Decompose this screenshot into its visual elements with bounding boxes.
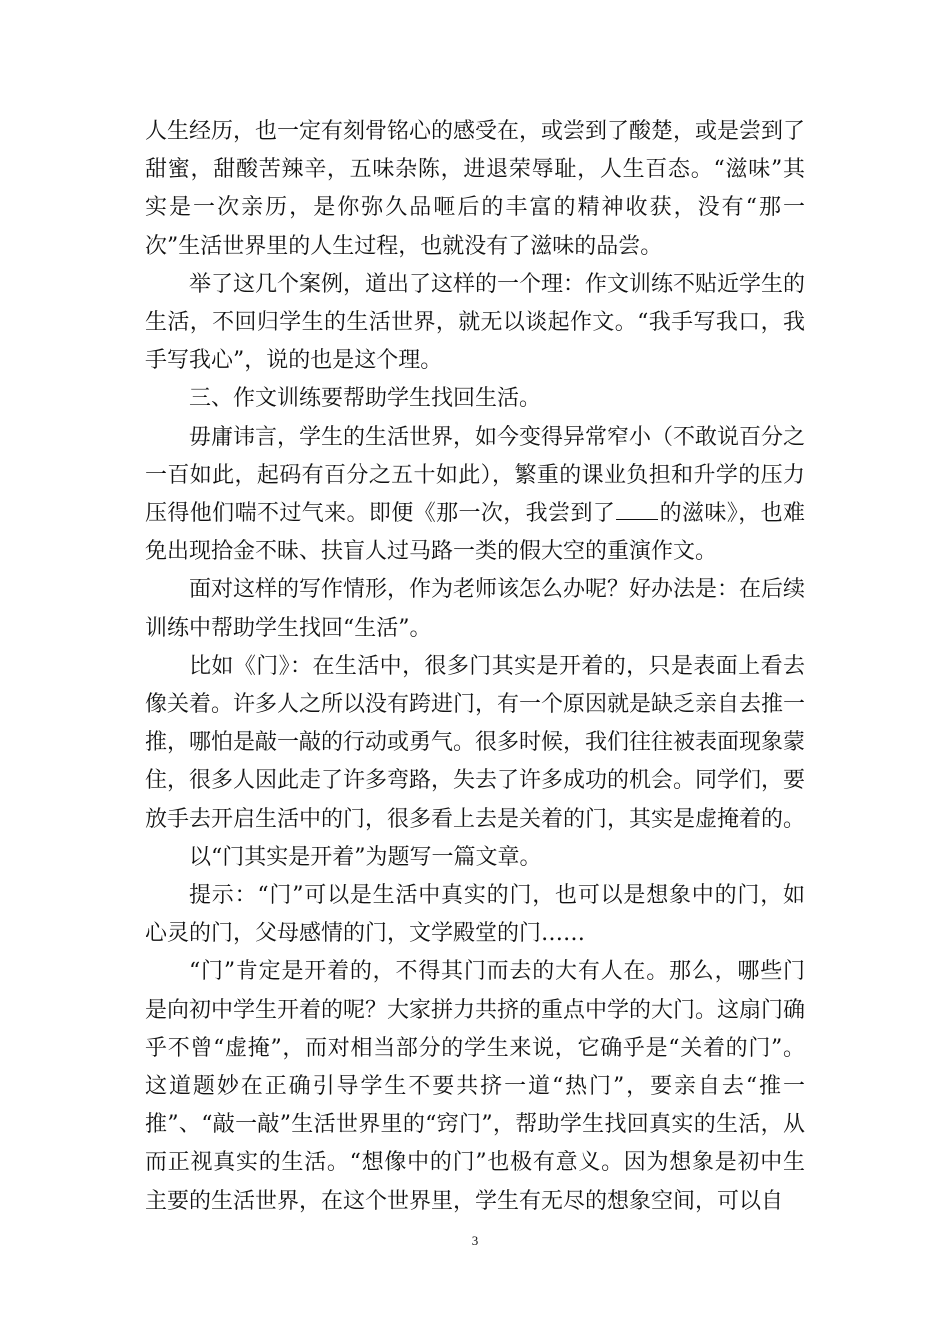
paragraph-1: 人生经历，也一定有刻骨铭心的感受在，或尝到了酸楚，或是尝到了甜蜜，甜酸苦辣辛，五味杂陈，进退荣辱耻，人生百态。“滋味”其实是一次亲历，是你弥久品咂后的丰富的精神收获，没有“那一次”生活世界里的人生过程，也就没有了滋味的品尝。	[145, 119, 806, 259]
document-body	[145, 113, 805, 1221]
paragraph-5: 面对这样的写作情形，作为老师该怎么办呢？好办法是：在后续训练中帮助学生找回“生活”。	[145, 577, 806, 641]
fill-in-blank	[616, 501, 658, 520]
page-number: 3	[471, 1233, 479, 1248]
paragraph-8: 提示：“门”可以是生活中真实的门，也可以是想象中的门，如心灵的门，父母感情的门，文学殿堂的门……	[145, 883, 805, 947]
paragraph-4	[145, 419, 805, 572]
paragraph-9: “门”肯定是开着的，不得其门而去的大有人在。那么，哪些门是向初中学生开着的呢？大家拼力共挤的重点中学的大门。这扇门确乎不曾“虚掩”，而对相当部分的学生来说，它确乎是“关着的门”。这道题妙在正确引导学生不要共挤一道“热门”，要亲自去“推一推”、“敲一敲”生活世界里的“窍门”，帮助学生找回真实的生活，从而正视真实的生活。“想像中的门”也极有意义。因为想象是初中生主要的生活世界，在这个世界里，学生有无尽的想象空间，可以自	[145, 959, 806, 1214]
paragraph-7: 以“门其实是开着”为题写一篇文章。	[189, 844, 542, 870]
section-heading-3: 三、作文训练要帮助学生找回生活。	[189, 386, 542, 412]
paragraph-4-part-1: 毋庸讳言，学生的生活世界，如今变得异常窄小（不敢说百分之一百如此，起码有百分之五十如此），繁重的课业负担和升学的压力压得他们喘不过气来。即便《那一次，我尝到了	[145, 424, 806, 527]
paragraph-6: 比如《门》：在生活中，很多门其实是开着的，只是表面上看去像关着。许多人之所以没有跨进门，有一个原因就是缺乏亲自去推一推，哪怕是敲一敲的行动或勇气。很多时候，我们往往被表面现象蒙住，很多人因此走了许多弯路，失去了许多成功的机会。同学们，要放手去开启生活中的门，很多看上去是关着的门，其实是虚掩着的。	[145, 653, 806, 832]
paragraph-2: 举了这几个案例，道出了这样的一个理：作文训练不贴近学生的生活，不回归学生的生活世界，就无以谈起作文。“我手写我口，我手写我心”，说的也是这个理。	[145, 271, 806, 374]
paragraph-4-part-2: 的滋味》，也难免出现拾金不昧、扶盲人过马路一类的假大空的重演作文。	[145, 501, 805, 565]
